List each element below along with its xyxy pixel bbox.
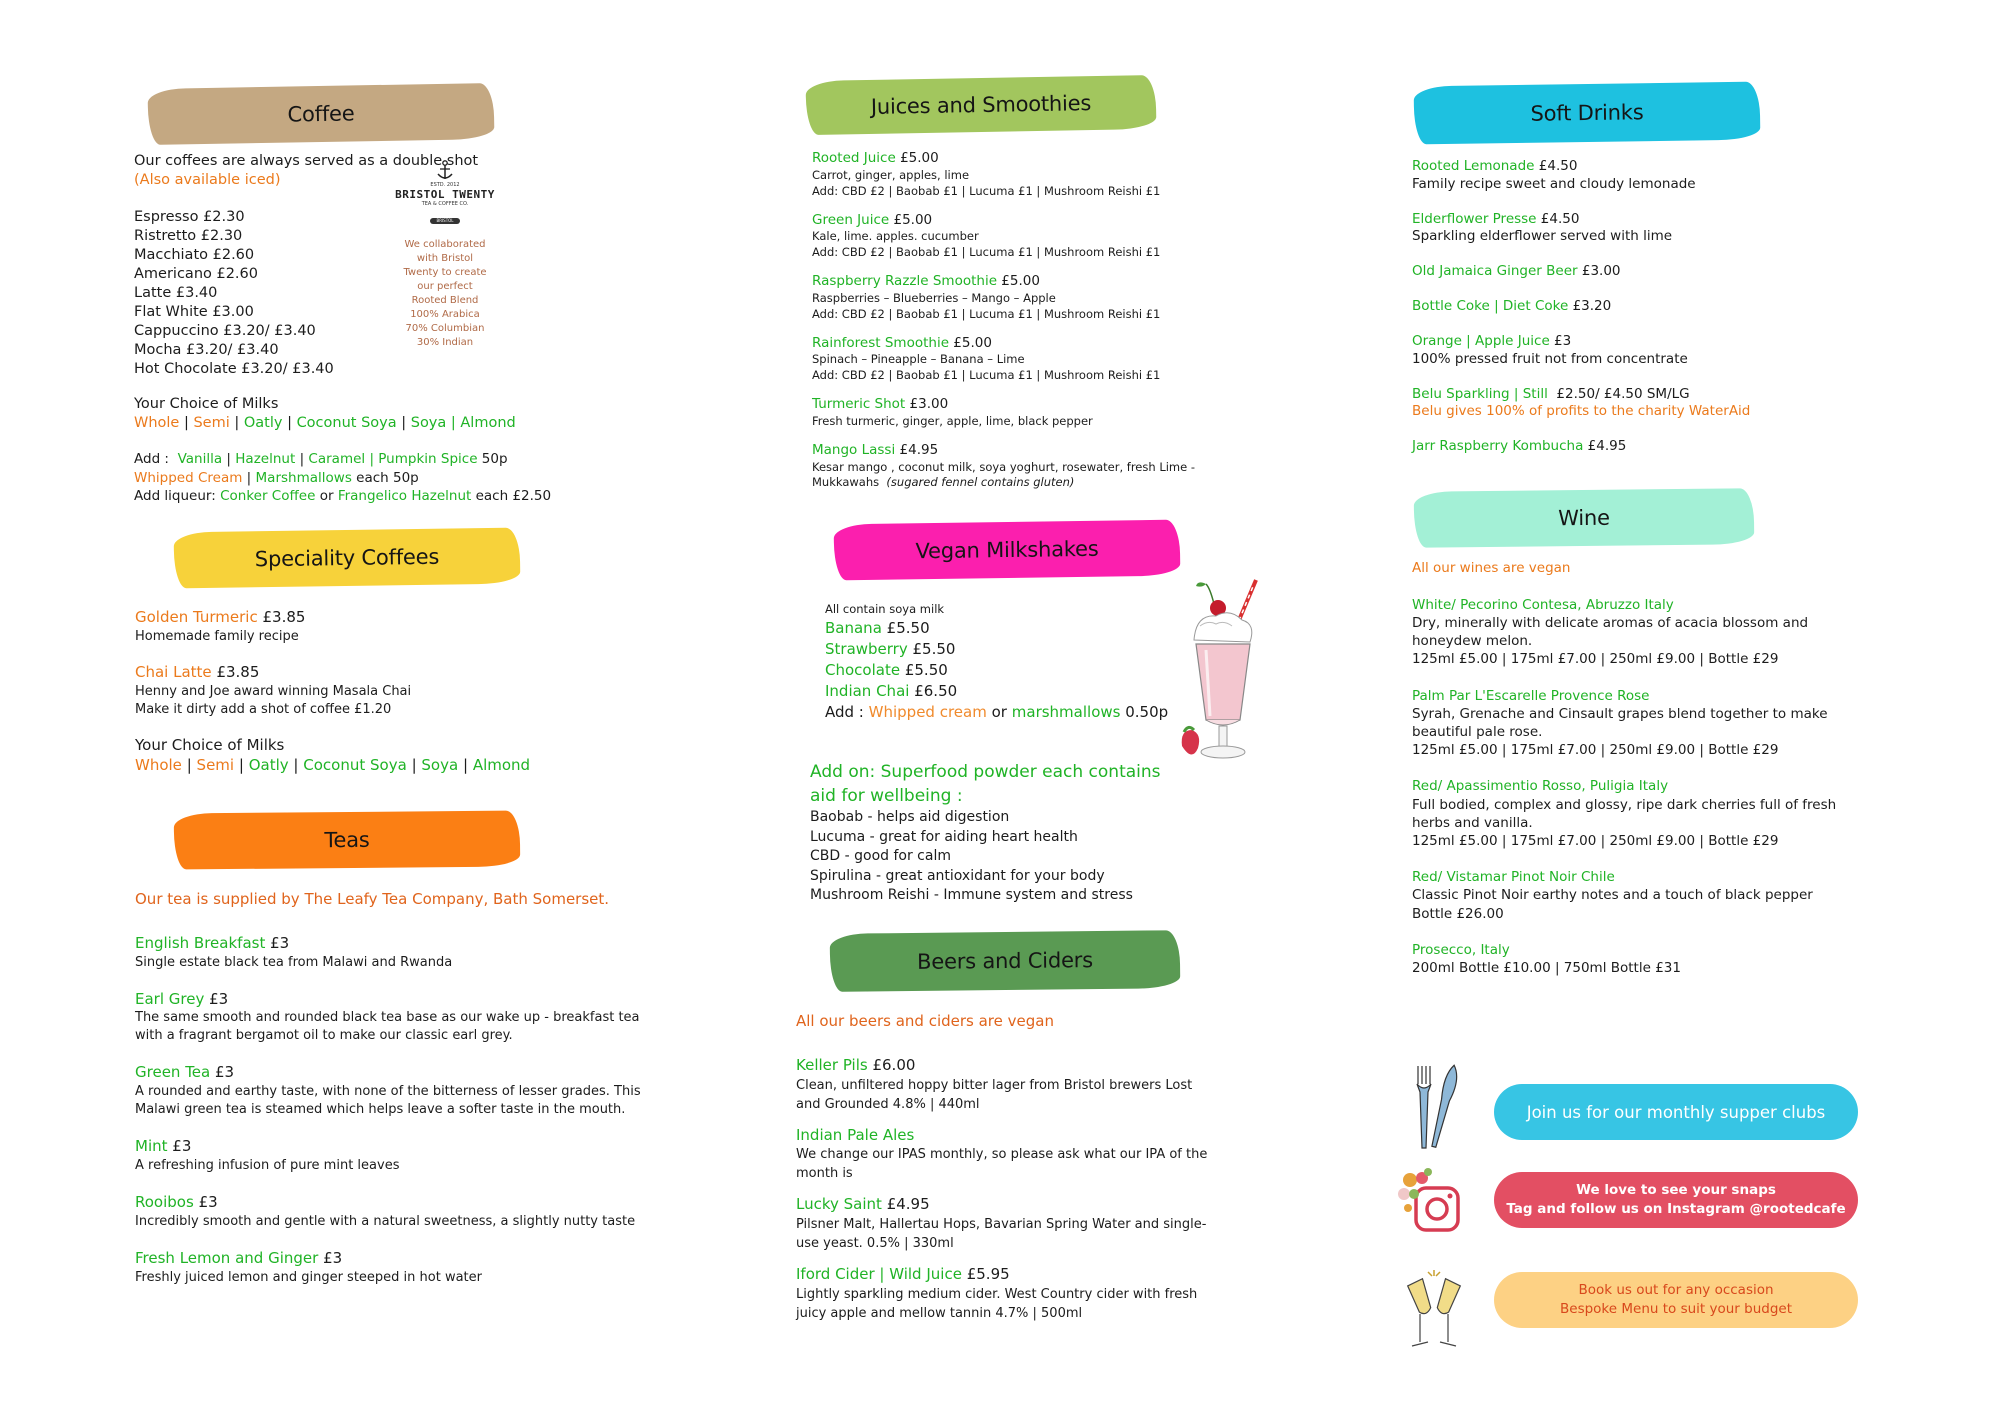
tea-item: Mint £3 A refreshing infusion of pure mint leaves [135, 1137, 400, 1173]
juices-banner [806, 75, 1157, 135]
tea-item: English Breakfast £3 Single estate black tea from Malawi and Rwanda [135, 933, 453, 970]
juice-item: Rooted Juice £5.00 Carrot, ginger, apples, lime Add: CBD £2 | Baobab £1 | Lucuma £1 | Mushroom Reishi £1 [812, 150, 1161, 198]
menu-item: Macchiato £2.60 [134, 247, 255, 264]
booking-text-2: Bespoke Menu to suit your budget [1560, 1301, 1792, 1317]
champagne-icon [1404, 1266, 1466, 1354]
bristol-twenty-logo [390, 160, 500, 350]
milkshakes-title: Vegan Milkshakes [915, 536, 1099, 564]
menu-item: Espresso £2.30 [134, 209, 245, 226]
menu-item: Flat White £3.00 [134, 304, 254, 321]
soft-drink-item-belu: Belu Sparkling | Still £2.50/ £4.50 SM/LG Belu gives 100% of profits to the charity WaterAid [1412, 385, 1751, 420]
chai-latte: Chai Latte £3.85 [135, 663, 260, 682]
soft-drink-item: Old Jamaica Ginger Beer £3.00 [1412, 263, 1621, 280]
superfood-item: Baobab - helps aid digestion [810, 809, 1010, 825]
milkshakes-note: All contain soya milk [825, 602, 945, 616]
wine-item: Palm Par L'Escarelle Provence Rose Syrah, Grenache and Cinsault grapes blend together to make beautiful pale rose. 125ml £5.00 | 175ml £7.00 | 250ml £9.00 | Bottle £29 [1412, 687, 1828, 759]
wine-item: White/ Pecorino Contesa, Abruzzo Italy Dry, minerally with delicate aromas of acacia blossom and honeydew melon. 125ml £5.00 | 175ml £7.00 | 250ml £9.00 | Bottle £29 [1412, 596, 1809, 668]
instagram-text-1: We love to see your snaps [1576, 1182, 1776, 1198]
juice-item-mango-lassi: Mango Lassi £4.95 Kesar mango , coconut milk, soya yoghurt, rosewater, fresh Lime - Mukkawahs (sugared fennel contains gluten) [812, 441, 1196, 490]
wine-banner [1414, 488, 1755, 548]
menu-item: Ristretto £2.30 [134, 228, 243, 245]
coffee-intro: Our coffees are always served as a double shot [134, 153, 479, 169]
beers-title: Beers and Ciders [916, 948, 1094, 974]
milks-title: Your Choice of Milks [134, 396, 279, 412]
beers-section [796, 1012, 1216, 1323]
wine-section [1412, 560, 1852, 977]
teas-section [135, 890, 645, 1287]
tea-item: Rooibos £3 Incredibly smooth and gentle with a natural sweetness, a slightly nutty taste [135, 1192, 636, 1229]
golden-turmeric: Golden Turmeric £3.85 [135, 608, 306, 626]
teas-supplier: Our tea is supplied by The Leafy Tea Company, Bath Somerset. [135, 890, 610, 908]
juice-item: Rainforest Smoothie £5.00 Spinach – Pineapple – Banana – Lime Add: CBD £2 | Baobab £1 | Lucuma £1 | Mushroom Reishi £1 [812, 334, 1161, 383]
speciality-title: Speciality Coffees [254, 544, 440, 572]
milkshake-item: Strawberry £5.50 [825, 639, 956, 658]
soft-drink-item: Orange | Apple Juice £3 100% pressed fruit not from concentrate [1412, 332, 1688, 367]
menu-item: Mocha £3.20/ £3.40 [134, 342, 279, 359]
booking-banner[interactable] [1494, 1272, 1858, 1328]
anchor-icon [435, 160, 455, 182]
beers-vegan: All our beers and ciders are vegan [796, 1012, 1054, 1030]
superfood-title: Add on: Superfood powder each contains aid for wellbeing : [810, 762, 1161, 806]
juice-item: Green Juice £5.00 Kale, lime. apples. cucumber Add: CBD £2 | Baobab £1 | Lucuma £1 | Mushroom Reishi £1 [812, 211, 1161, 260]
soft-drink-item: Elderflower Presse £4.50 Sparkling elderflower served with lime [1412, 210, 1673, 245]
wine-title: Wine [1558, 505, 1610, 531]
tea-item: Earl Grey £3 The same smooth and rounded black tea base as our wake up - breakfast tea with a fragrant bergamot oil to make our classic earl grey. [135, 989, 640, 1044]
beer-item: Iford Cider | Wild Juice £5.95 Lightly sparkling medium cider. West Country cider with fresh juicy apple and mellow tannin 4.7% | 500ml [796, 1265, 1198, 1321]
milkshake-addon: Add : Whipped cream or marshmallows 0.50p [825, 702, 1169, 721]
coffee-addons: Add : Vanilla | Hazelnut | Caramel | Pumpkin Spice 50p [134, 451, 508, 467]
instagram-icon [1394, 1166, 1466, 1238]
menu-item: Hot Chocolate £3.20/ £3.40 [134, 361, 334, 378]
instagram-text-2: Tag and follow us on Instagram @rootedcafe [1506, 1201, 1846, 1217]
superfood-item: CBD - good for calm [810, 848, 951, 864]
logo-sub: TEA & COFFEE CO. [421, 201, 469, 207]
milkshake-icon [1176, 570, 1272, 770]
juice-item: Raspberry Razzle Smoothie £5.00 Raspberries – Blueberries – Mango – Apple Add: CBD £2 | Baobab £1 | Lucuma £1 | Mushroom Reishi £1 [812, 273, 1161, 321]
soft-drink-item: Bottle Coke | Diet Coke £3.20 [1412, 298, 1612, 315]
coffee-addons-2: Whipped Cream | Marshmallows each 50p [134, 469, 419, 486]
golden-turmeric-desc: Homemade family recipe [135, 628, 299, 644]
tea-item: Fresh Lemon and Ginger £3 Freshly juiced lemon and ginger steeped in hot water [135, 1248, 482, 1285]
wine-item: Red/ Vistamar Pinot Noir Chile Classic Pinot Noir earthy notes and a touch of black pepper Bottle £26.00 [1412, 869, 1813, 922]
superfood-list [810, 808, 1190, 906]
tea-item: Green Tea £3 A rounded and earthy taste, with none of the bitterness of lesser grades. This Malawi green tea is steamed which helps leave a softer taste in the mouth. [135, 1063, 641, 1118]
chai-desc: Henny and Joe award winning Masala Chai [135, 684, 412, 700]
soft-drinks-banner [1414, 82, 1761, 145]
superfood-item: Mushroom Reishi - Immune system and stress [810, 887, 1133, 903]
milkshakes-section [825, 602, 1185, 723]
menu-item: Americano £2.60 [134, 266, 258, 283]
speciality-banner [174, 528, 521, 589]
superfood-section [810, 760, 1190, 906]
soft-drinks-title: Soft Drinks [1530, 100, 1644, 126]
milkshake-item: Banana £5.50 [825, 618, 930, 637]
superfood-item: Spirulina - great antioxidant for your body [810, 867, 1105, 884]
beer-item: Keller Pils £6.00 Clean, unfiltered hoppy bitter lager from Bristol brewers Lost and Grounded 4.8% | 440ml [796, 1055, 1193, 1112]
logo-estd: ESTD. 2012 [430, 182, 460, 188]
logo-name: BRISTOL TWENTY [395, 188, 495, 201]
milkshake-list [825, 618, 1185, 723]
menu-item: Latte £3.40 [134, 285, 218, 302]
superfood-item: Lucuma - great for aiding heart health [810, 828, 1078, 845]
teas-banner [174, 810, 520, 869]
beer-item: Indian Pale Ales We change our IPAS monthly, so please ask what our IPA of the month is [796, 1125, 1208, 1182]
wine-item: Prosecco, Italy 200ml Bottle £10.00 | 750ml Bottle £31 [1412, 941, 1681, 977]
supper-club-banner[interactable] [1494, 1084, 1858, 1140]
soft-drink-item: Rooted Lemonade £4.50 Family recipe sweet and cloudy lemonade [1412, 158, 1696, 192]
beers-banner [830, 930, 1181, 992]
milkshake-item: Indian Chai £6.50 [825, 681, 958, 700]
juice-item: Turmeric Shot £3.00 Fresh turmeric, ginger, apple, lime, black pepper [812, 396, 1093, 428]
supper-club-text: Join us for our monthly supper clubs [1526, 1102, 1826, 1122]
milkshake-item: Chocolate £5.50 [825, 660, 948, 679]
milks-options: Whole | Semi | Oatly | Coconut Soya | Soya | Almond [134, 414, 516, 431]
coffee-title: Coffee [287, 101, 355, 127]
logo-badge: BRISTOL [430, 218, 459, 224]
speciality-milks-title: Your Choice of Milks [135, 736, 285, 755]
booking-text-1: Book us out for any occasion [1578, 1282, 1774, 1298]
soft-drink-item-jarr: Jarr Raspberry Kombucha £4.95 [1412, 438, 1627, 455]
wine-vegan: All our wines are vegan [1412, 560, 1571, 576]
speciality-milks: Whole | Semi | Oatly | Coconut Soya | Soya | Almond [135, 756, 531, 775]
juices-title: Juices and Smoothies [870, 91, 1092, 119]
soft-drinks-section [1412, 158, 1812, 456]
speciality-section [135, 608, 605, 776]
menu-item: Cappuccino £3.20/ £3.40 [134, 323, 316, 340]
cutlery-icon [1408, 1062, 1460, 1154]
coffee-banner [148, 83, 495, 145]
coffee-iced-note: (Also available iced) [134, 172, 281, 189]
coffee-liqueur: Add liqueur: Conker Coffee or Frangelico Hazelnut each £2.50 [134, 488, 552, 504]
logo-blurb: We collaborated with Bristol Twenty to create our perfect Rooted Blend 100% Arabica 70% Columbian 30% Indian [403, 239, 487, 348]
teas-title: Teas [324, 827, 370, 853]
wine-item: Red/ Apassimentio Rosso, Puligia Italy Full bodied, complex and glossy, ripe dark cherries full of fresh herbs and vanilla. 125ml £5.00 | 175ml £7.00 | 250ml £9.00 | Bottle £29 [1412, 778, 1837, 850]
juices-section [812, 150, 1212, 491]
instagram-banner[interactable] [1494, 1172, 1858, 1228]
coffee-extras [134, 395, 594, 506]
chai-desc-2: Make it dirty add a shot of coffee £1.20 [135, 701, 392, 717]
beer-item: Lucky Saint £4.95 Pilsner Malt, Hallertau Hops, Bavarian Spring Water and single-use yeast. 0.5% | 330ml [796, 1195, 1207, 1252]
milkshakes-banner [834, 520, 1181, 581]
